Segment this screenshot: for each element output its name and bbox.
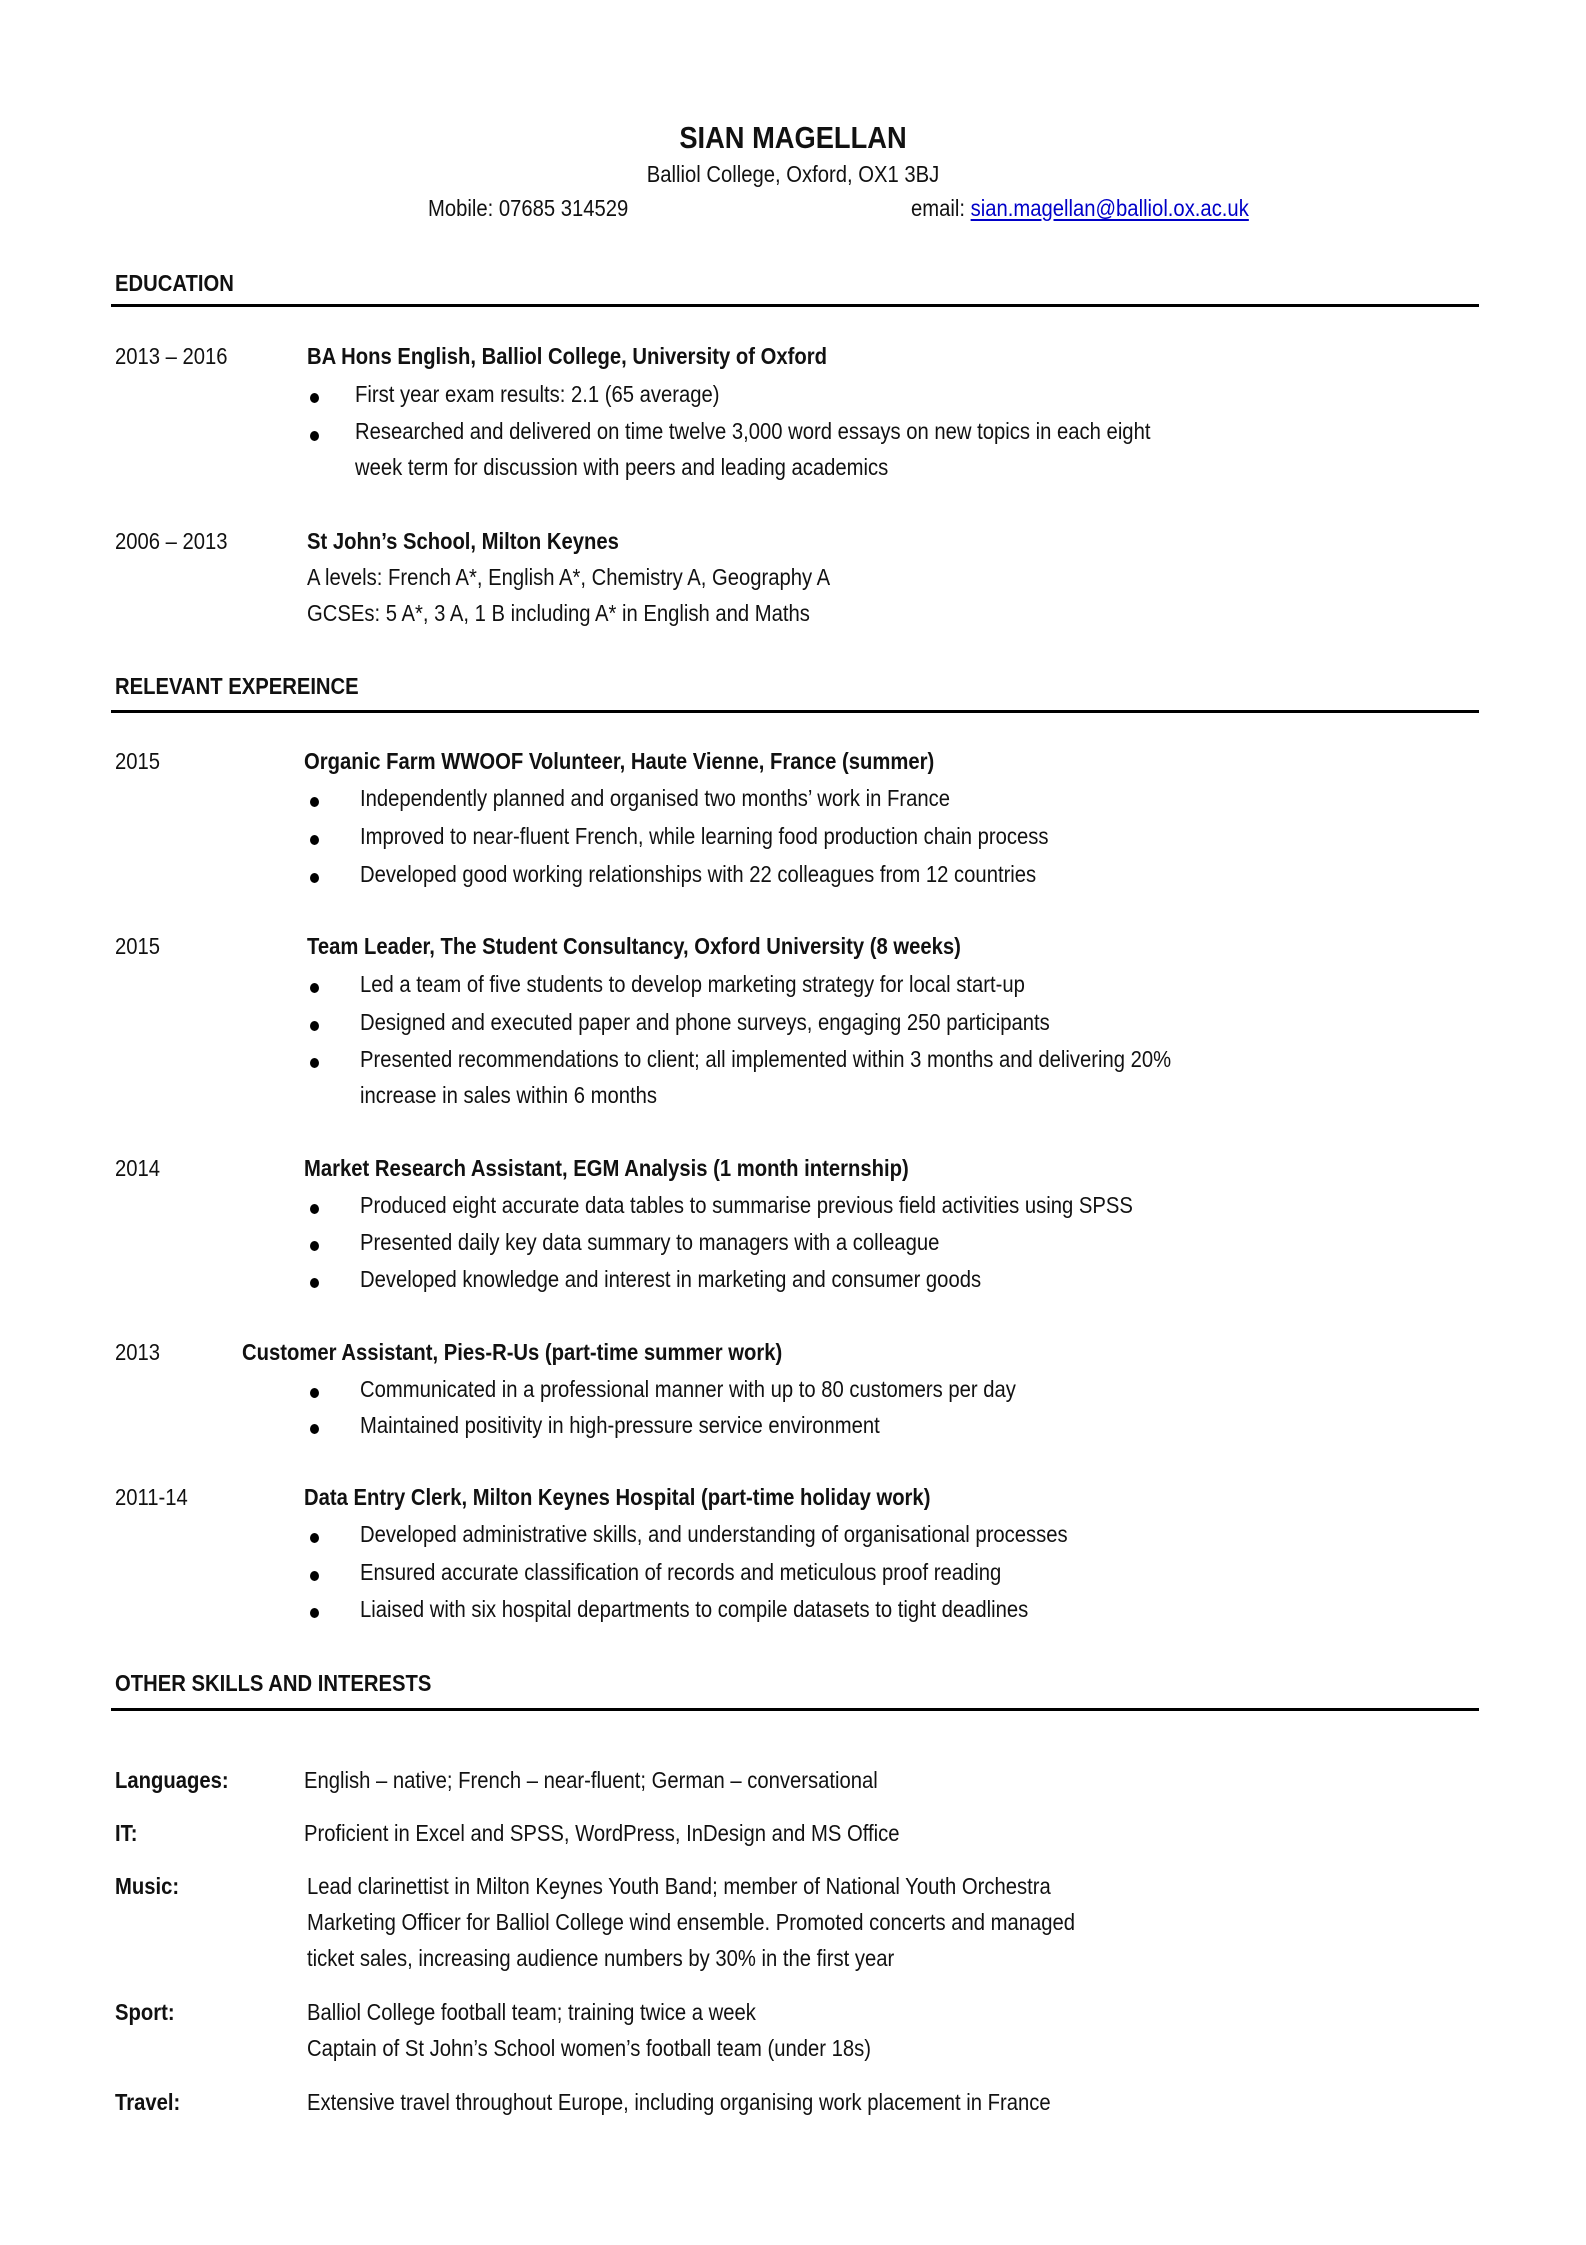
section-divider [111, 710, 1479, 713]
skill-label: Music: [115, 1873, 180, 1899]
skill-value: Marketing Officer for Balliol College wind ensemble. Promoted concerts and managed [307, 1909, 1076, 1935]
skill-label: Travel: [115, 2089, 181, 2115]
entry-title: Customer Assistant, Pies-R-Us (part-time summer work) [242, 1339, 783, 1365]
entry-bullet: Liaised with six hospital departments to compile datasets to tight deadlines [360, 1596, 1029, 1622]
bullet-icon [310, 873, 319, 883]
bullet-icon [310, 1021, 319, 1031]
bullet-icon [310, 1278, 319, 1288]
skill-value: Captain of St John’s School women’s football team (under 18s) [307, 2035, 872, 2061]
entry-dates: 2015 [115, 748, 161, 774]
section-heading-education: EDUCATION [115, 270, 234, 296]
skill-value: Proficient in Excel and SPSS, WordPress, InDesign and MS Office [304, 1820, 900, 1846]
entry-dates: 2015 [115, 933, 161, 959]
entry-dates: 2014 [115, 1155, 161, 1181]
entry-bullet: Developed administrative skills, and understanding of organisational processes [360, 1521, 1068, 1547]
bullet-icon [310, 797, 319, 807]
entry-bullet: Presented daily key data summary to managers with a colleague [360, 1229, 940, 1255]
entry-title: Team Leader, The Student Consultancy, Oxford University (8 weeks) [307, 933, 961, 959]
bullet-icon [310, 1424, 319, 1434]
entry-bullet: Produced eight accurate data tables to summarise previous field activities using SPSS [360, 1192, 1133, 1218]
entry-bullet-continued: week term for discussion with peers and leading academics [355, 454, 889, 480]
bullet-icon [310, 983, 319, 993]
entry-bullet: Designed and executed paper and phone surveys, engaging 250 participants [360, 1009, 1050, 1035]
section-divider [111, 304, 1479, 307]
section-heading-experience: RELEVANT EXPEREINCE [115, 673, 359, 699]
entry-bullet: Researched and delivered on time twelve 3,000 word essays on new topics in each eight [355, 418, 1151, 444]
skill-value: English – native; French – near-fluent; German – conversational [304, 1767, 878, 1793]
candidate-name: SIAN MAGELLAN [679, 120, 907, 155]
skill-label: IT: [115, 1820, 138, 1846]
entry-bullet: Ensured accurate classification of records and meticulous proof reading [360, 1559, 1002, 1585]
entry-detail: GCSEs: 5 A*, 3 A, 1 B including A* in English and Maths [307, 600, 810, 626]
skill-value: ticket sales, increasing audience numbers by 30% in the first year [307, 1945, 895, 1971]
skill-label: Sport: [115, 1999, 175, 2025]
skill-value: Balliol College football team; training twice a week [307, 1999, 756, 2025]
entry-bullet: First year exam results: 2.1 (65 average) [355, 381, 720, 407]
entry-bullet: Maintained positivity in high-pressure service environment [360, 1412, 880, 1438]
entry-title: Data Entry Clerk, Milton Keynes Hospital (part-time holiday work) [304, 1484, 931, 1510]
bullet-icon [310, 393, 319, 403]
entry-dates: 2013 – 2016 [115, 343, 228, 369]
entry-dates: 2006 – 2013 [115, 528, 228, 554]
entry-title: BA Hons English, Balliol College, University of Oxford [307, 343, 827, 369]
entry-bullet: Improved to near-fluent French, while learning food production chain process [360, 823, 1049, 849]
bullet-icon [310, 1058, 319, 1068]
entry-bullet: Led a team of five students to develop marketing strategy for local start-up [360, 971, 1025, 997]
mobile: Mobile: 07685 314529 [428, 195, 629, 221]
entry-title: Market Research Assistant, EGM Analysis (1 month internship) [304, 1155, 909, 1181]
bullet-icon [310, 1571, 319, 1581]
skill-label: Languages: [115, 1767, 229, 1793]
bullet-icon [310, 835, 319, 845]
email-link[interactable]: sian.magellan@balliol.ox.ac.uk [970, 195, 1249, 221]
entry-dates: 2013 [115, 1339, 161, 1365]
entry-bullet-continued: increase in sales within 6 months [360, 1082, 657, 1108]
address: Balliol College, Oxford, OX1 3BJ [646, 161, 940, 187]
section-divider [111, 1708, 1479, 1711]
entry-bullet: Developed knowledge and interest in marketing and consumer goods [360, 1266, 982, 1292]
section-heading-skills: OTHER SKILLS AND INTERESTS [115, 1670, 432, 1696]
entry-title: Organic Farm WWOOF Volunteer, Haute Vienne, France (summer) [304, 748, 935, 774]
email-label: email: [911, 195, 971, 221]
bullet-icon [310, 1608, 319, 1618]
bullet-icon [310, 1241, 319, 1251]
bullet-icon [310, 1388, 319, 1398]
skill-value: Extensive travel throughout Europe, including organising work placement in France [307, 2089, 1051, 2115]
skill-value: Lead clarinettist in Milton Keynes Youth Band; member of National Youth Orchestra [307, 1873, 1051, 1899]
email-line [911, 197, 1249, 220]
entry-dates: 2011-14 [115, 1484, 188, 1510]
entry-title: St John’s School, Milton Keynes [307, 528, 619, 554]
entry-bullet: Independently planned and organised two months’ work in France [360, 785, 950, 811]
bullet-icon [310, 1204, 319, 1214]
entry-bullet: Communicated in a professional manner with up to 80 customers per day [360, 1376, 1016, 1402]
bullet-icon [310, 1533, 319, 1543]
bullet-icon [310, 431, 319, 441]
entry-bullet: Presented recommendations to client; all implemented within 3 months and delivering 20% [360, 1046, 1172, 1072]
entry-bullet: Developed good working relationships with 22 colleagues from 12 countries [360, 861, 1037, 887]
entry-detail: A levels: French A*, English A*, Chemistry A, Geography A [307, 564, 831, 590]
